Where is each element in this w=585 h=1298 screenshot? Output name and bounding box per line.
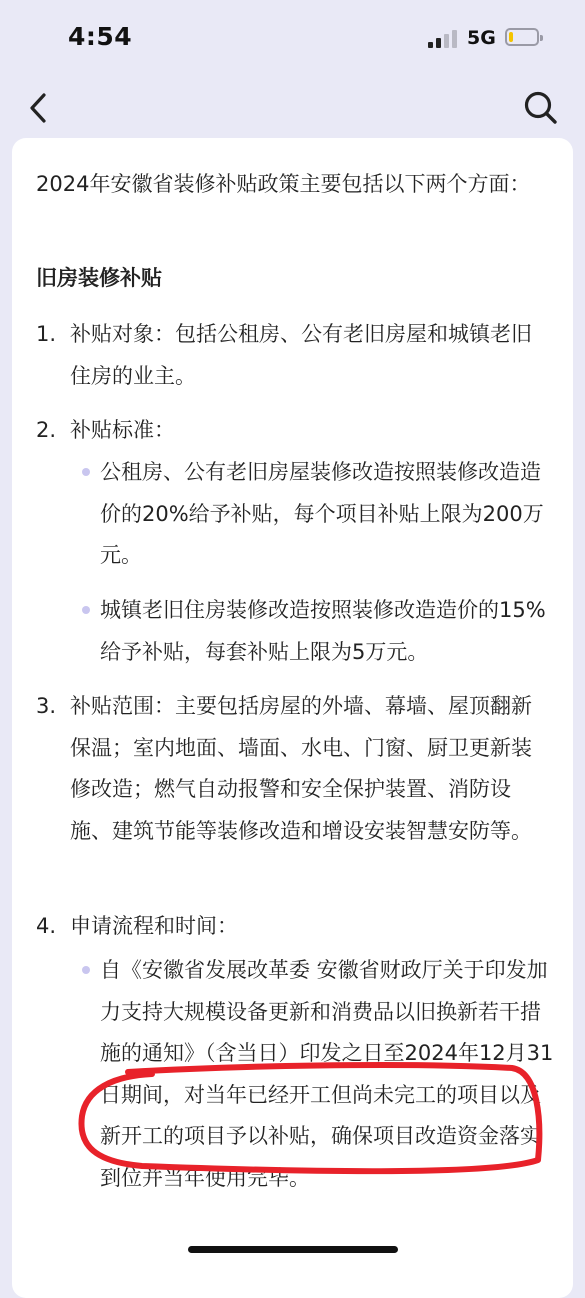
back-button[interactable] <box>24 88 60 128</box>
status-bar <box>0 0 585 80</box>
battery-level <box>509 32 513 42</box>
list-number: 2. <box>36 418 57 442</box>
list-number: 1. <box>36 322 57 346</box>
signal-strength-icon <box>428 30 460 48</box>
intro-paragraph: 2024年安徽省装修补贴政策主要包括以下两个方面： <box>36 172 531 196</box>
section-title: 旧房装修补贴 <box>36 266 162 290</box>
bullet-dot-icon <box>82 606 90 614</box>
list-text: 补贴范围：主要包括房屋的外墙、幕墙、屋顶翻新保温；室内地面、墙面、水电、门窗、厨卫更新装修改造；燃气自动报警和安全保护装置、消防设施、建筑节能等装修改造和增设安装智慧安防等。 <box>70 694 532 843</box>
list-text: 补贴标准： <box>70 418 175 442</box>
home-indicator[interactable] <box>188 1246 398 1253</box>
nav-bar <box>0 80 585 136</box>
bullet-dot-icon <box>82 966 90 974</box>
search-button[interactable] <box>521 88 561 128</box>
answer-card <box>12 138 573 1298</box>
bullet-dot-icon <box>82 468 90 476</box>
list-text: 申请流程和时间： <box>70 914 238 938</box>
chevron-left-icon <box>24 88 60 128</box>
battery-icon <box>505 28 539 46</box>
bullet-text: 自《安徽省发展改革委 安徽省财政厅关于印发加力支持大规模设备更新和消费品以旧换新若干措施的通知》（含当日）印发之日至2024年12月31日期间，对当年已经开工但尚未完工的项目以及新开工的项目予以补贴，确保项目改造资金落实到位并当年使用完毕。 <box>100 958 554 1190</box>
list-text: 补贴对象：包括公租房、公有老旧房屋和城镇老旧住房的业主。 <box>70 322 532 388</box>
network-type: 5G <box>467 27 496 49</box>
list-number: 4. <box>36 914 57 938</box>
status-time: 4:54 <box>68 22 133 51</box>
bullet-text: 城镇老旧住房装修改造按照装修改造造价的15%给予补贴，每套补贴上限为5万元。 <box>100 598 546 664</box>
search-icon <box>521 88 561 128</box>
list-number: 3. <box>36 694 57 718</box>
bullet-text: 公租房、公有老旧房屋装修改造按照装修改造造价的20%给予补贴，每个项目补贴上限为200万元。 <box>100 460 544 567</box>
